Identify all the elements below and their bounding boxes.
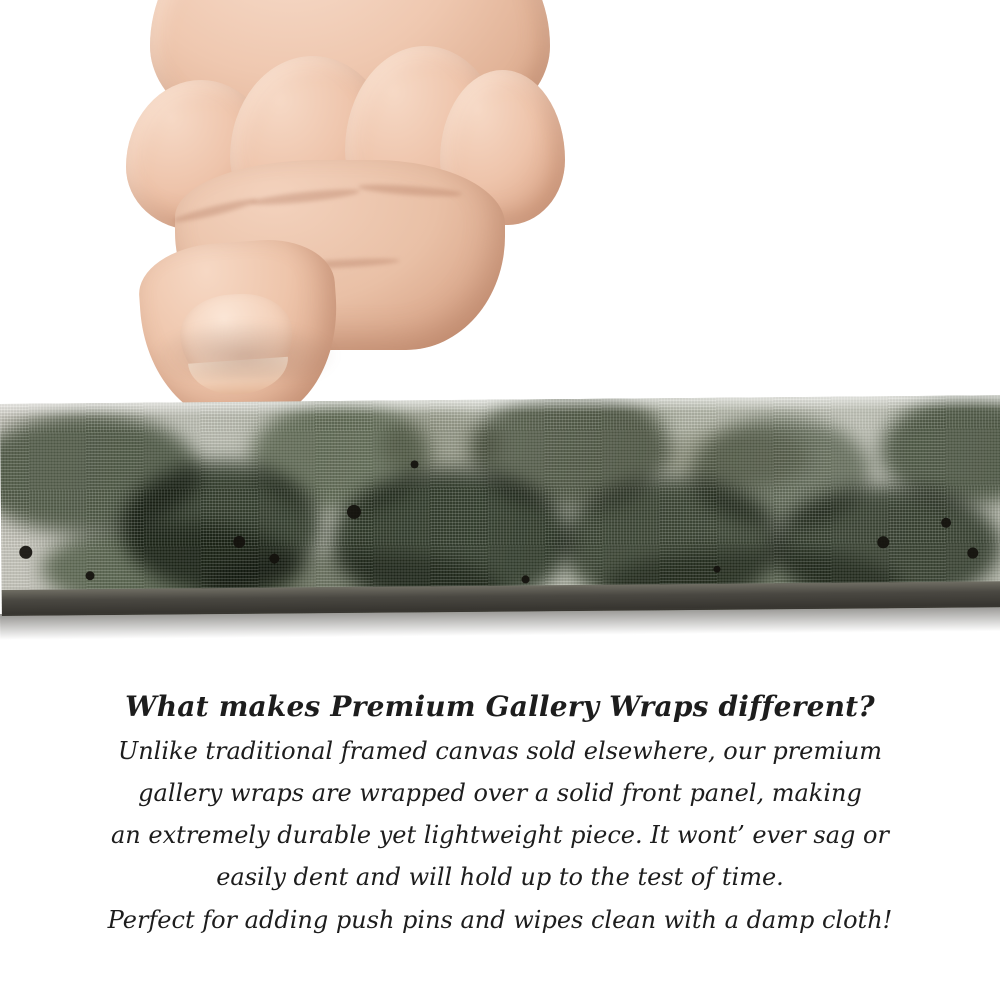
caption-title: What makes Premium Gallery Wraps different? <box>125 690 875 723</box>
hand-illustration <box>120 0 560 430</box>
caption-line: Perfect for adding push pins and wipes clean with a damp cloth! <box>107 905 893 934</box>
caption-line: gallery wraps are wrapped over a solid front panel, making <box>138 779 862 808</box>
caption-line: Unlike traditional framed canvas sold elsewhere, our premium <box>117 737 882 765</box>
finger-shadow <box>150 320 340 380</box>
caption-body <box>0 735 1000 936</box>
canvas-wrap-edge <box>0 395 1000 616</box>
caption-line: easily dent and will hold up to the test of time. <box>216 863 784 892</box>
caption-block <box>0 690 1000 936</box>
caption-line: an extremely durable yet lightweight piece. It wont’ ever sag or <box>111 821 889 850</box>
